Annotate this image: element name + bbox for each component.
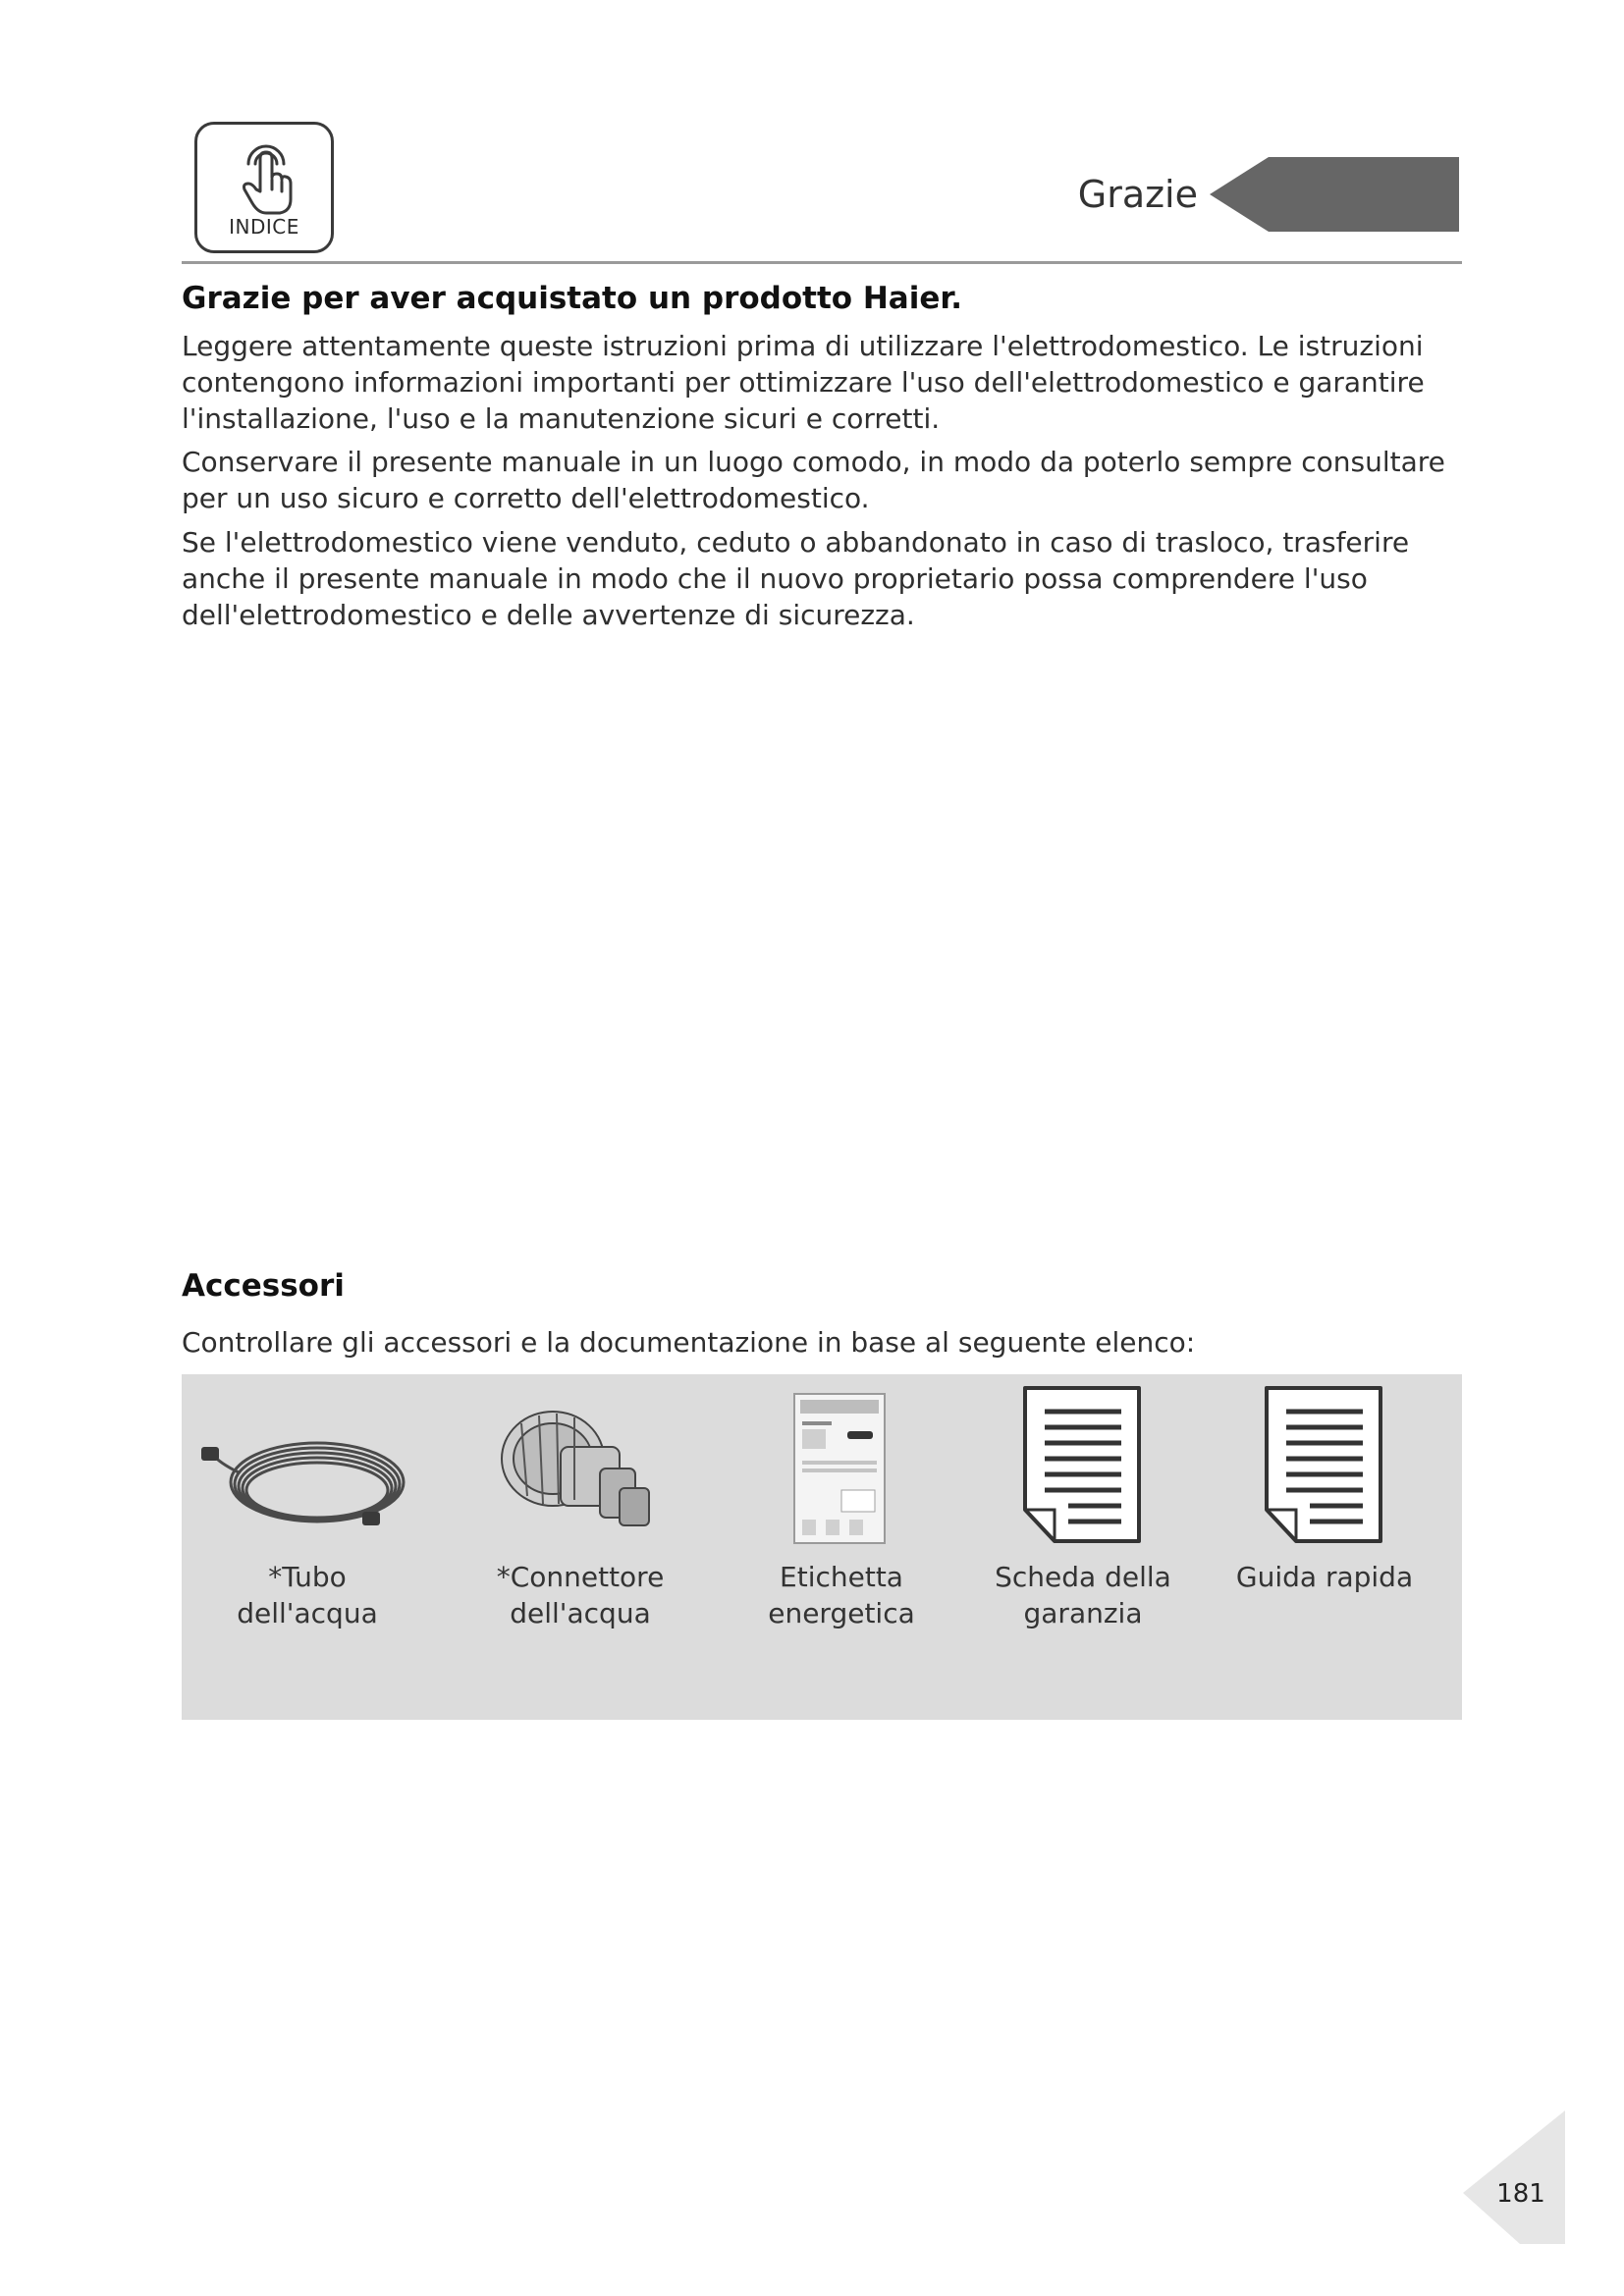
accessories-description: Controllare gli accessori e la documentazione in base al seguente elenco: <box>182 1326 1196 1359</box>
accessory-item-energy-label <box>724 1374 959 1720</box>
indice-label: INDICE <box>229 215 299 239</box>
accessory-label: Scheda della garanzia <box>995 1561 1171 1629</box>
accessory-label: Etichetta energetica <box>768 1561 915 1629</box>
intro-paragraph-3: Se l'elettrodomestico viene venduto, ceduto o abbandonato in caso di trasloco, trasferire anche il presente manuale in modo che il nuovo proprietario possa comprendere l'uso dell'elettrodomestico e delle avvertenze di sicurezza. <box>182 526 1410 631</box>
water-hose-icon <box>199 1414 415 1541</box>
accessory-item-water-hose <box>189 1374 425 1720</box>
section-tab-arrow <box>1210 155 1459 234</box>
page-number: 181 <box>1496 2179 1545 2209</box>
indice-button[interactable] <box>194 122 334 253</box>
accessory-label: *Tubo dell'acqua <box>237 1561 378 1629</box>
warranty-document-icon <box>1021 1384 1145 1545</box>
section-title: Grazie <box>1077 173 1198 216</box>
touch-hand-icon <box>237 134 296 217</box>
accessories-heading: Accessori <box>182 1268 345 1304</box>
header-divider <box>182 261 1462 264</box>
accessory-label: *Connettore dell'acqua <box>496 1561 665 1629</box>
water-connector-icon <box>492 1398 669 1545</box>
accessory-item-warranty-card <box>965 1374 1201 1720</box>
intro-paragraph-1: Leggere attentamente queste istruzioni prima di utilizzare l'elettrodomestico. Le istruzioni contengono informazioni importanti per ottimizzare l'uso dell'elettrodomestico e garantire l'installazione, l'uso e la manutenzione sicuri e corretti. <box>182 330 1425 435</box>
accessories-panel <box>182 1374 1462 1720</box>
accessory-label: Guida rapida <box>1235 1561 1414 1593</box>
intro-heading: Grazie per aver acquistato un prodotto Haier. <box>182 281 963 316</box>
quick-guide-document-icon <box>1263 1384 1386 1545</box>
intro-paragraph-2: Conservare il presente manuale in un luogo comodo, in modo da poterlo sempre consultare per un uso sicuro e corretto dell'elettrodomestico. <box>182 446 1445 514</box>
energy-label-icon <box>792 1392 891 1549</box>
accessory-item-quick-guide <box>1207 1374 1442 1720</box>
accessory-item-water-connector <box>462 1374 698 1720</box>
